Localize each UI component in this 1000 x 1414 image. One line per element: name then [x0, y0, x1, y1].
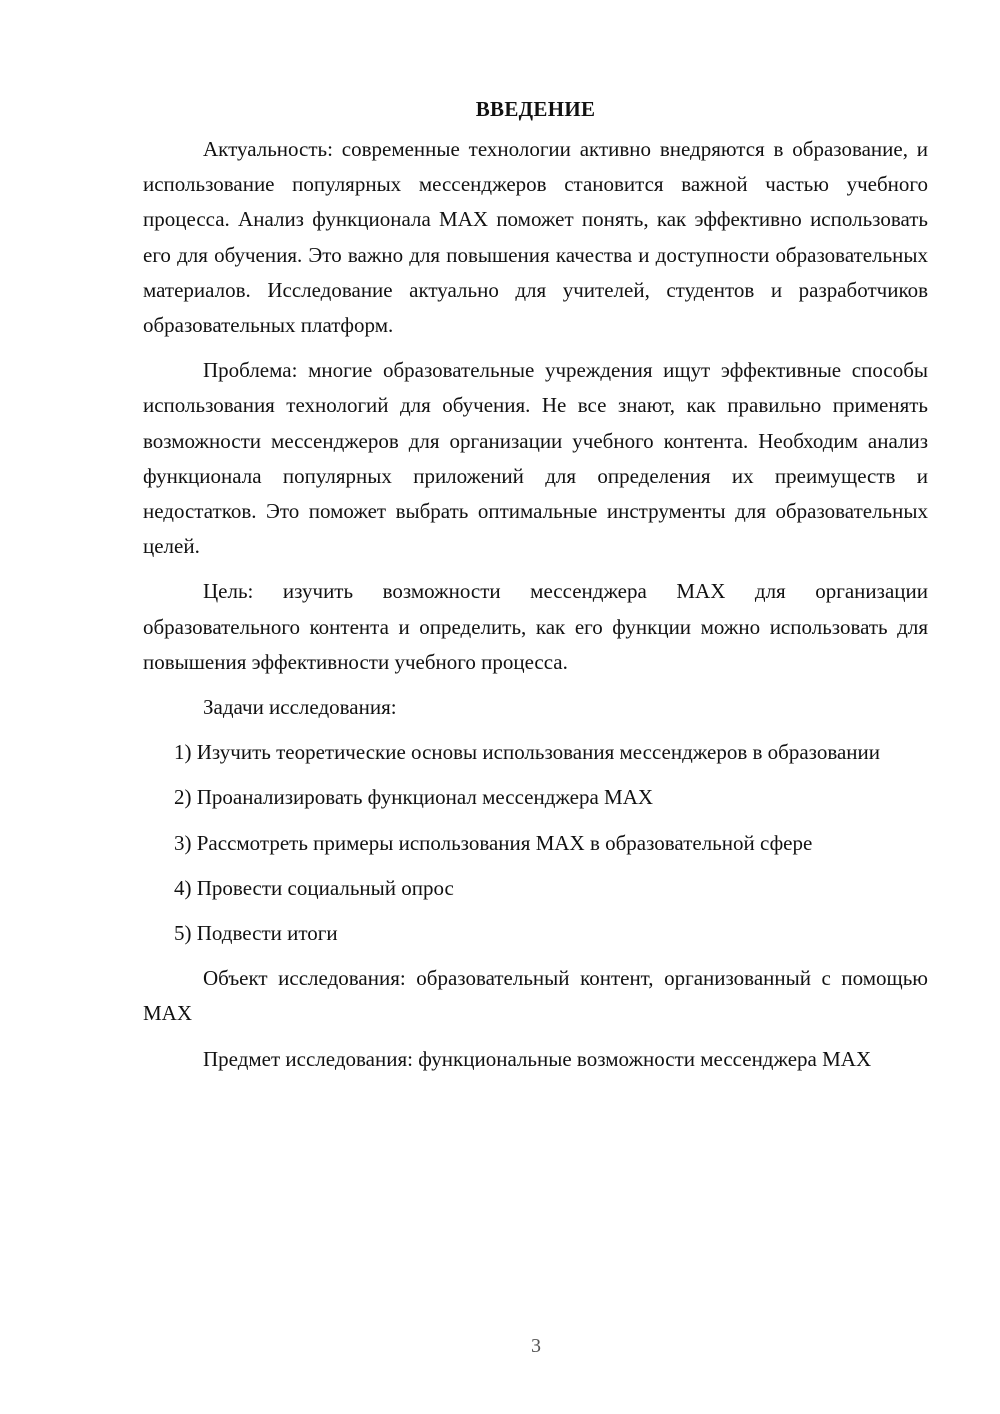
- task-item-2: 2) Проанализировать функционал мессенджера MAX: [174, 785, 654, 810]
- page-number: 3: [531, 1335, 541, 1357]
- problem-paragraph: Проблема: многие образовательные учреждения ищут эффективные способы использования технологий для обучения. Не все знают, как правильно применять возможности мессенджеров для организации учебного контента. Необходим анализ функционала популярных приложений для определения их преимуществ и недостатков. Это поможет выбрать оптимальные инструменты для образовательных целей.: [143, 358, 928, 559]
- task-item-3: 3) Рассмотреть примеры использования MAX в образовательной сфере: [174, 830, 813, 855]
- tasks-heading: Задачи исследования:: [203, 695, 397, 720]
- task-item-5: 5) Подвести итоги: [174, 921, 338, 946]
- task-item-4: 4) Провести социальный опрос: [174, 875, 454, 900]
- document-page: [143, 92, 928, 1077]
- section-title: ВВЕДЕНИЕ: [475, 97, 596, 121]
- subject-paragraph: Предмет исследования: функциональные возможности мессенджера MAX: [203, 1046, 872, 1071]
- object-paragraph: Объект исследования: образовательный контент, организованный с помощью MAX: [143, 966, 928, 1026]
- task-item-1: 1) Изучить теоретические основы использования мессенджеров в образовании: [174, 740, 881, 765]
- relevance-paragraph: Актуальность: современные технологии активно внедряются в образование, и использование популярных мессенджеров становится важной частью учебного процесса. Анализ функционала MAX поможет понять, как эффективно использовать его для обучения. Это важно для повышения качества и доступности образовательных материалов. Исследование актуально для учителей, студентов и разработчиков образовательных платформ.: [143, 137, 928, 338]
- goal-paragraph: Цель: изучить возможности мессенджера MAX для организации образовательного контента и определить, как его функции можно использовать для повышения эффективности учебного процесса.: [143, 579, 928, 674]
